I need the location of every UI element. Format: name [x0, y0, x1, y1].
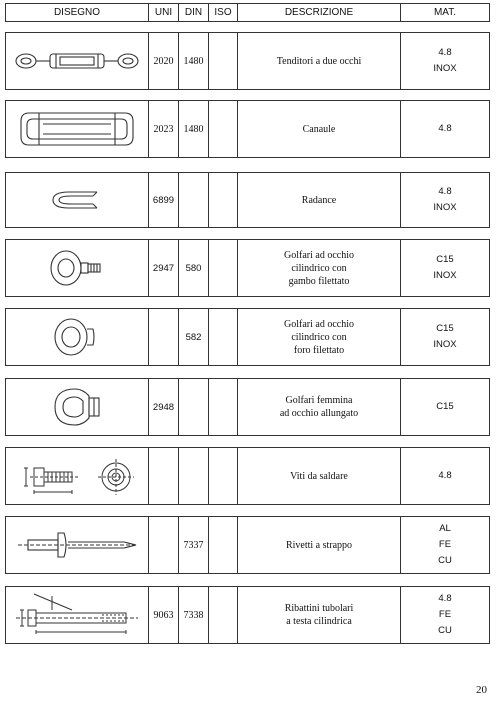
header-iso: ISO	[209, 3, 238, 22]
material-line: FE	[438, 539, 452, 550]
material-line: FE	[438, 609, 452, 620]
iso-cell	[209, 516, 238, 574]
uni-cell: 2020	[149, 32, 179, 90]
table-row	[0, 100, 497, 158]
material-line: INOX	[433, 270, 457, 281]
iso-cell	[209, 447, 238, 505]
material-line: INOX	[433, 202, 457, 213]
table-row	[0, 378, 497, 436]
material-cell	[401, 100, 490, 158]
material-line: 4.8	[438, 186, 452, 197]
material-line: 4.8	[438, 470, 452, 481]
din-cell	[179, 378, 209, 436]
iso-cell	[209, 586, 238, 644]
description-line: gambo filettato	[288, 275, 350, 287]
uni-cell: 2947	[149, 239, 179, 297]
weld-screw-drawing	[5, 447, 149, 505]
din-cell: 580	[179, 239, 209, 297]
description-line: Viti da saldare	[290, 470, 348, 482]
table-row	[0, 239, 497, 297]
header-mat: MAT.	[401, 3, 490, 22]
material-line: AL	[439, 523, 451, 534]
description-line: cilindrico con	[291, 331, 347, 343]
description-line: cilindrico con	[291, 262, 347, 274]
description-cell	[238, 100, 401, 158]
header-descrizione: DESCRIZIONE	[238, 3, 401, 22]
material-line: C15	[436, 323, 454, 334]
tubular-rivet-drawing	[5, 586, 149, 644]
material-line: INOX	[433, 63, 457, 74]
din-cell	[179, 447, 209, 505]
description-line: Golfari ad occhio	[284, 318, 354, 330]
iso-cell	[209, 100, 238, 158]
material-line: 4.8	[438, 123, 452, 134]
iso-cell	[209, 32, 238, 90]
table-row	[0, 32, 497, 90]
thimble-drawing	[5, 172, 149, 228]
din-cell	[179, 172, 209, 228]
description-cell	[238, 239, 401, 297]
description-line: Rivetti a strappo	[285, 539, 353, 551]
din-cell: 7337	[179, 516, 209, 574]
din-cell: 582	[179, 308, 209, 366]
material-cell	[401, 586, 490, 644]
material-line: C15	[436, 254, 454, 265]
description-line: Ribattini tubolari	[284, 603, 354, 614]
description-cell	[238, 447, 401, 505]
description-cell	[238, 172, 401, 228]
material-line: 4.8	[438, 47, 452, 58]
iso-cell	[209, 239, 238, 297]
description-cell	[238, 516, 401, 574]
material-cell	[401, 447, 490, 505]
description-line: Radance	[301, 194, 337, 206]
iso-cell	[209, 172, 238, 228]
material-line: C15	[436, 401, 454, 412]
material-cell	[401, 378, 490, 436]
page-number: 20	[476, 684, 487, 696]
table-row	[0, 586, 497, 644]
header-uni: UNI	[149, 3, 179, 22]
description-line: Golfari femmina	[285, 395, 353, 406]
uni-cell: 2023	[149, 100, 179, 158]
material-cell	[401, 516, 490, 574]
iso-cell	[209, 378, 238, 436]
uni-cell	[149, 447, 179, 505]
description-line: Golfari ad occhio	[284, 249, 354, 261]
description-line: Tenditori a due occhi	[276, 55, 362, 67]
material-line: INOX	[433, 339, 457, 350]
material-line: CU	[438, 625, 452, 636]
description-line: foro filettato	[293, 344, 345, 356]
din-cell: 1480	[179, 32, 209, 90]
female-eye-drawing	[5, 378, 149, 436]
table-row	[0, 172, 497, 228]
material-line: 4.8	[438, 593, 452, 604]
din-cell: 1480	[179, 100, 209, 158]
description-line: Canaule	[302, 123, 336, 135]
description-line: ad occhio allungato	[279, 408, 359, 419]
blind-rivet-drawing	[5, 516, 149, 574]
material-cell	[401, 239, 490, 297]
table-row	[0, 516, 497, 574]
material-cell	[401, 32, 490, 90]
description-line: a testa cilindrica	[286, 616, 352, 627]
turnbuckle-eye-eye-drawing	[5, 32, 149, 90]
table-row	[0, 308, 497, 366]
description-cell	[238, 32, 401, 90]
eye-nut-drawing	[5, 308, 149, 366]
material-cell	[401, 308, 490, 366]
eye-bolt-drawing	[5, 239, 149, 297]
din-cell: 7338	[179, 586, 209, 644]
description-cell	[238, 586, 401, 644]
iso-cell	[209, 308, 238, 366]
material-line: CU	[438, 555, 452, 566]
uni-cell	[149, 516, 179, 574]
description-cell	[238, 308, 401, 366]
uni-cell: 2948	[149, 378, 179, 436]
material-cell	[401, 172, 490, 228]
uni-cell: 6899	[149, 172, 179, 228]
turnbuckle-body-drawing	[5, 100, 149, 158]
description-cell	[238, 378, 401, 436]
header-din: DIN	[179, 3, 209, 22]
header-disegno: DISEGNO	[5, 3, 149, 22]
uni-cell: 9063	[149, 586, 179, 644]
table-row	[0, 447, 497, 505]
uni-cell	[149, 308, 179, 366]
